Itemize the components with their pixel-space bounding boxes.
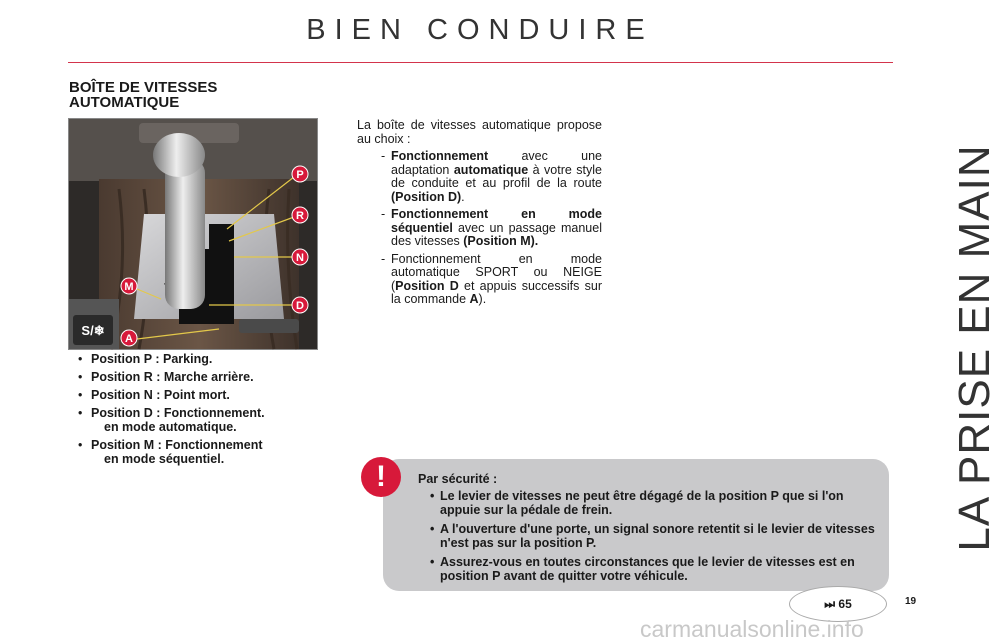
option-item: - Fonctionnement en mode automatique SPORT ou NEIGE (Position D et appuis successifs sur la commande A).	[381, 251, 602, 306]
section-title-line1: BOÎTE DE VITESSES	[69, 79, 218, 96]
gear-selector-photo	[68, 118, 318, 350]
list-item: • Assurez-vous en toutes circonstances que le levier de vitesses est en position P avant de quitter votre véhicule.	[430, 555, 855, 583]
intro-text	[357, 119, 602, 307]
sport-snow-button-label: S/❄	[81, 323, 105, 338]
list-item: • Position M : Fonctionnement en mode séquentiel.	[78, 438, 263, 466]
section-title-line2: AUTOMATIQUE	[69, 94, 180, 111]
intro-paragraph: La boîte de vitesses automatique propose au choix :	[357, 118, 602, 146]
safety-heading: Par sécurité :	[418, 472, 498, 486]
warning-icon: !	[361, 457, 401, 497]
list-item: • Le levier de vitesses ne peut être dégagé de la position P que si l'on appuie sur la pédale de frein.	[430, 489, 844, 517]
marker-m	[121, 278, 137, 294]
marker-d	[292, 297, 308, 313]
chapter-side-title: LA PRISE EN MAIN	[950, 144, 999, 552]
marker-r	[292, 207, 308, 223]
section-title	[69, 80, 217, 110]
marker-d-label: D	[296, 300, 304, 312]
positions-list	[78, 352, 328, 470]
marker-r-label: R	[296, 210, 304, 222]
list-item: • Position P : Parking.	[78, 352, 213, 366]
marker-p	[292, 166, 308, 182]
marker-n	[292, 249, 308, 265]
safety-text	[418, 472, 880, 588]
page-reference-number: 65	[838, 597, 852, 611]
marker-m-label: M	[124, 281, 134, 293]
marker-p-label: P	[296, 169, 304, 181]
marker-n-label: N	[296, 252, 304, 264]
header-divider	[68, 62, 893, 63]
option-item: - Fonctionnement en mode séquentiel avec un passage manuel des vitesses (Position M).	[381, 207, 602, 248]
list-item: • Position D : Fonctionnement. en mode automatique.	[78, 406, 265, 434]
list-item: • A l'ouverture d'une porte, un signal sonore retentit si le levier de vitesses n'est pas sur la position P.	[430, 522, 875, 550]
option-item: - Fonctionnement avec une adaptation automatique à votre style de conduite et au profil de la route (Position D).	[381, 149, 602, 204]
marker-a	[121, 330, 137, 346]
skip-forward-icon: ⏭	[824, 597, 836, 611]
list-item: • Position N : Point mort.	[78, 388, 230, 402]
marker-a-label: A	[125, 333, 133, 345]
page-header-title: BIEN CONDUIRE	[306, 14, 654, 46]
list-item: • Position R : Marche arrière.	[78, 370, 254, 384]
page-number: 19	[905, 596, 917, 607]
watermark: carmanualsonline.info	[640, 616, 864, 642]
